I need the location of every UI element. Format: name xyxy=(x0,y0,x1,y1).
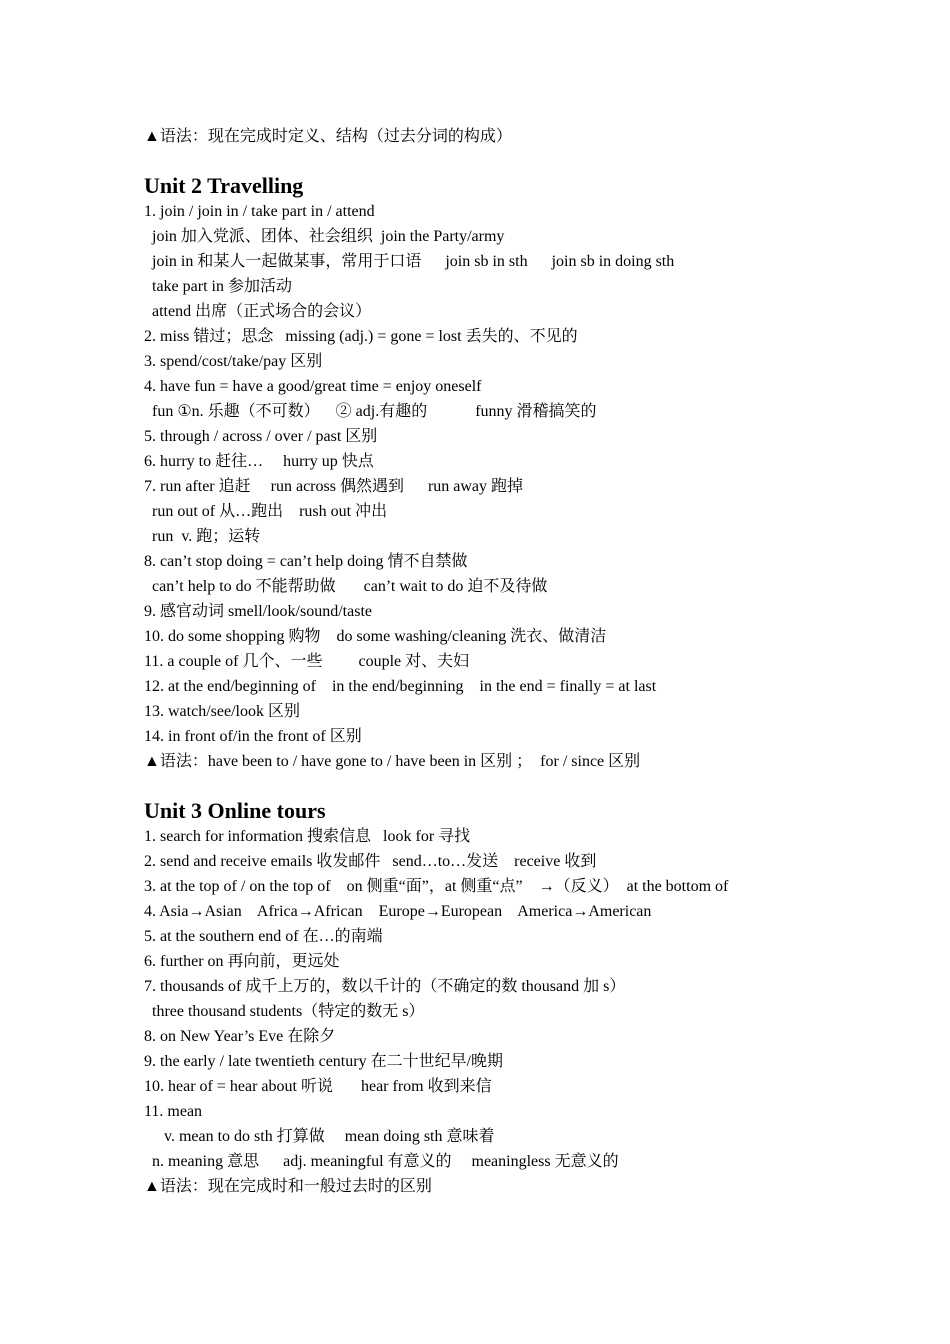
unit3-line: 8. on New Year’s Eve 在除夕 xyxy=(144,1028,336,1045)
unit3-line: 2. send and receive emails 收发邮件 send…to…发送 receive 收到 xyxy=(144,853,597,870)
unit3-line: 3. at the top of / on the top of on 侧重“面”，at 侧重“点” →（反义） at the bottom of xyxy=(144,878,729,895)
unit2-line: 2. miss 错过；思念 missing (adj.) = gone = lost 丢失的、不见的 xyxy=(144,328,578,345)
intro-grammar-note: ▲语法：现在完成时定义、结构（过去分词的构成） xyxy=(144,128,512,145)
unit3-line: 7. thousands of 成千上万的，数以千计的（不确定的数 thousand 加 s） xyxy=(144,978,626,995)
unit3-line: 11. mean xyxy=(144,1103,203,1120)
document-content xyxy=(144,124,864,1199)
unit2-line: fun ①n. 乐趣（不可数） ② adj.有趣的 funny 滑稽搞笑的 xyxy=(144,403,597,420)
unit2-line: join in 和某人一起做某事，常用于口语 join sb in sth join sb in doing sth xyxy=(144,253,675,270)
unit2-line: 13. watch/see/look 区别 xyxy=(144,703,300,720)
unit2-line: run out of 从…跑出 rush out 冲出 xyxy=(144,503,388,520)
unit3-line: n. meaning 意思 adj. meaningful 有意义的 meaningless 无意义的 xyxy=(144,1153,619,1170)
unit2-line: 6. hurry to 赶往… hurry up 快点 xyxy=(144,453,374,470)
unit3-line: v. mean to do sth 打算做 mean doing sth 意味着 xyxy=(144,1128,495,1145)
unit3-line: 4. Asia→Asian Africa→African Europe→European America→American xyxy=(144,903,652,920)
unit3-list xyxy=(144,824,864,1199)
unit2-line: 14. in front of/in the front of 区别 xyxy=(144,728,362,745)
unit2-line: attend 出席（正式场合的会议） xyxy=(144,303,372,320)
unit2-line: take part in 参加活动 xyxy=(144,278,292,295)
unit3-line: ▲语法：现在完成时和一般过去时的区别 xyxy=(144,1178,432,1195)
unit3-line: 9. the early / late twentieth century 在二十世纪早/晚期 xyxy=(144,1053,504,1070)
unit2-heading: Unit 2 Travelling xyxy=(144,173,304,198)
unit2-line: ▲语法：have been to / have gone to / have been in 区别 ； for / since 区别 xyxy=(144,753,641,770)
unit2-line: 12. at the end/beginning of in the end/beginning in the end = finally = at last xyxy=(144,678,657,695)
unit2-line: 7. run after 追赶 run across 偶然遇到 run away 跑掉 xyxy=(144,478,524,495)
unit2-line: 10. do some shopping 购物 do some washing/cleaning 洗衣、做清洁 xyxy=(144,628,607,645)
unit2-line: 5. through / across / over / past 区别 xyxy=(144,428,378,445)
unit2-list xyxy=(144,199,864,774)
unit2-line: join 加入党派、团体、社会组织 join the Party/army xyxy=(144,228,505,245)
unit3-heading: Unit 3 Online tours xyxy=(144,798,326,823)
unit2-line: 3. spend/cost/take/pay 区别 xyxy=(144,353,323,370)
unit3-line: 6. further on 再向前，更远处 xyxy=(144,953,340,970)
unit3-line: three thousand students（特定的数无 s） xyxy=(144,1003,425,1020)
unit2-line: 1. join / join in / take part in / attend xyxy=(144,203,375,220)
unit3-line: 1. search for information 搜索信息 look for 寻找 xyxy=(144,828,471,845)
unit2-line: run v. 跑；运转 xyxy=(144,528,261,545)
unit2-line: can’t help to do 不能帮助做 can’t wait to do 迫不及待做 xyxy=(144,578,548,595)
unit2-line: 11. a couple of 几个、一些 couple 对、夫妇 xyxy=(144,653,470,670)
unit3-line: 5. at the southern end of 在…的南端 xyxy=(144,928,383,945)
unit2-line: 9. 感官动词 smell/look/sound/taste xyxy=(144,603,372,620)
unit2-line: 8. can’t stop doing = can’t help doing 情不自禁做 xyxy=(144,553,468,570)
unit3-line: 10. hear of = hear about 听说 hear from 收到来信 xyxy=(144,1078,492,1095)
unit2-line: 4. have fun = have a good/great time = enjoy oneself xyxy=(144,378,482,395)
